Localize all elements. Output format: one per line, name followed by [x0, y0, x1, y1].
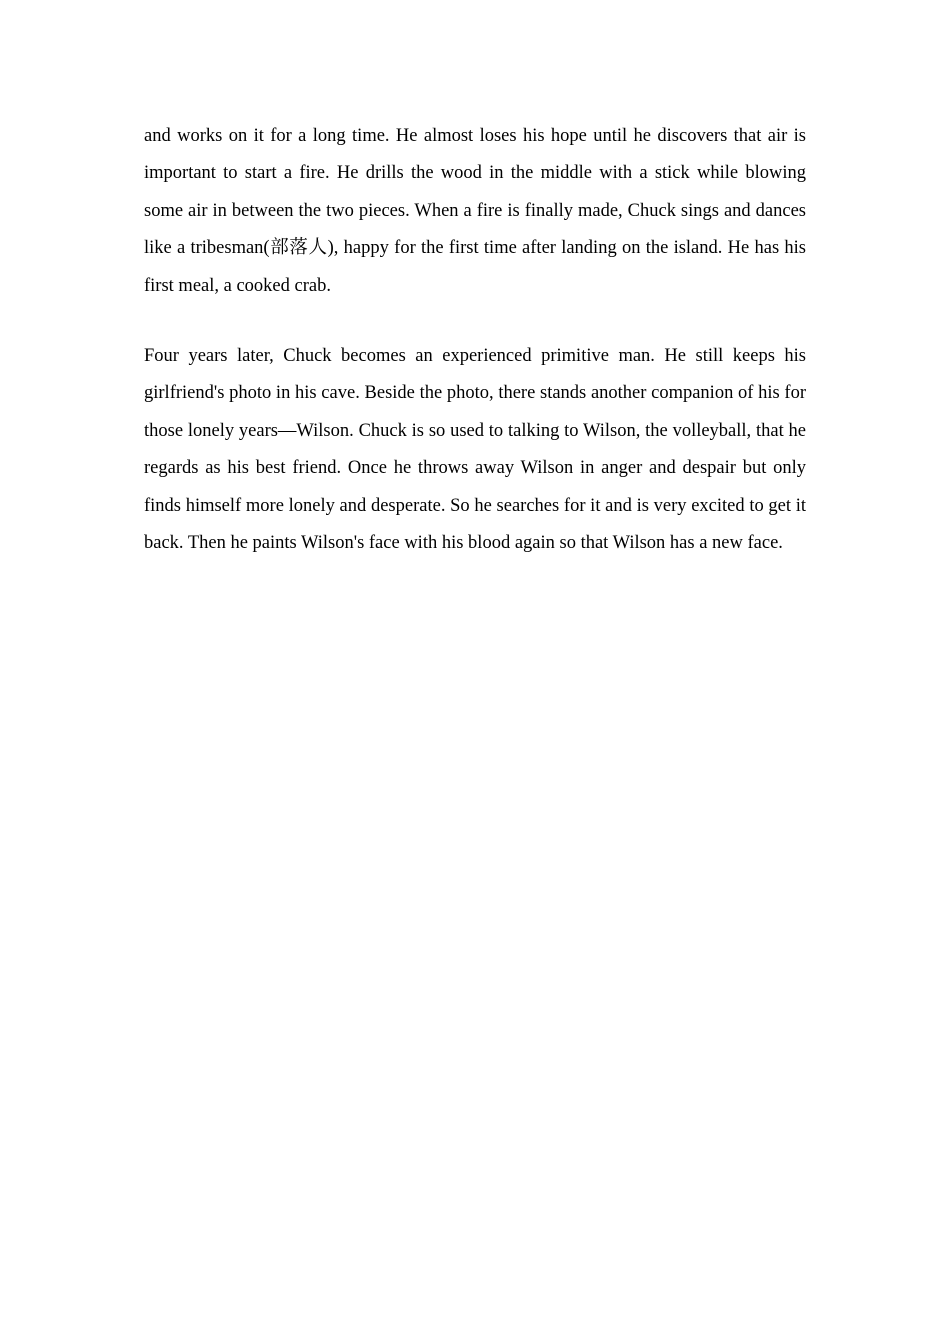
paragraph-fire: and works on it for a long time. He almost loses his hope until he discovers that air is important to start a fire. He drills the wood in the middle with a stick while blowing some air in between the two pieces. When a fire is finally made, Chuck sings and dances like a tribesman(部落人), happy for the first time after landing on the island. He has his first meal, a cooked crab.	[144, 126, 806, 296]
document-body	[144, 118, 806, 562]
paragraph-wilson: Four years later, Chuck becomes an experienced primitive man. He still keeps his girlfriend's photo in his cave. Beside the photo, there stands another companion of his for those lonely years—Wilson. Chuck is so used to talking to Wilson, the volleyball, that he regards as his best friend. Once he throws away Wilson in anger and despair but only finds himself more lonely and desperate. So he searches for it and is very excited to get it back. Then he paints Wilson's face with his blood again so that Wilson has a new face.	[144, 346, 806, 554]
